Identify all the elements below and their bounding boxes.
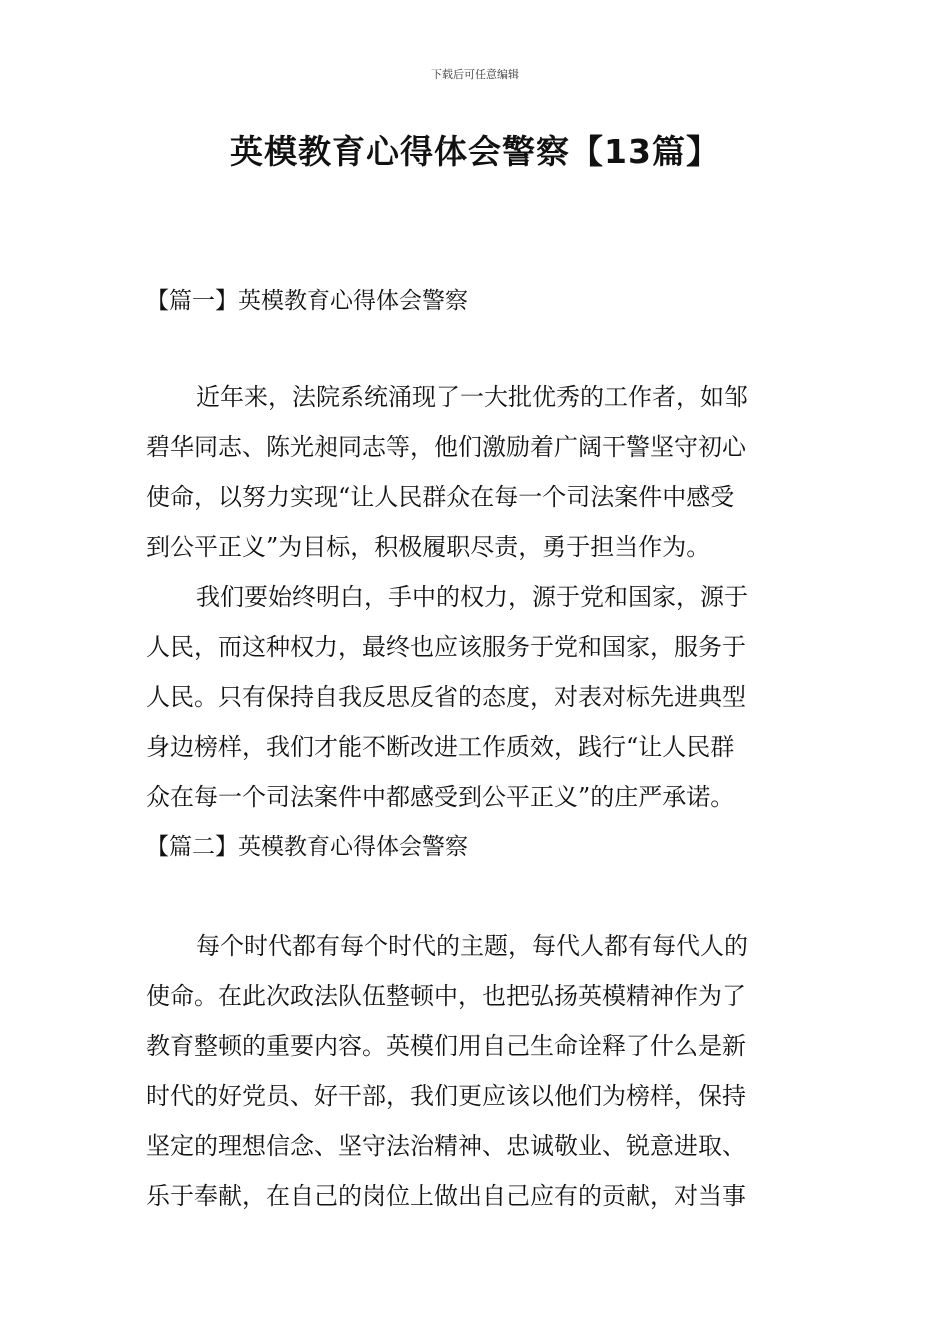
paragraph-line: 众在每一个司法案件中都感受到公平正义”的庄严承诺。 — [146, 783, 735, 811]
paragraph-line: 人民。只有保持自我反思反省的态度，对表对标先进典型 — [146, 683, 746, 711]
paragraph-line: 每个时代都有每个时代的主题，每代人都有每代人的 — [196, 932, 748, 960]
paragraph-line: 教育整顿的重要内容。英模们用自己生命诠释了什么是新 — [146, 1032, 746, 1060]
section-heading-2: 【篇二】英模教育心得体会警察 — [146, 834, 468, 860]
paragraph-line: 我们要始终明白，手中的权力，源于党和国家，源于 — [196, 583, 748, 611]
paragraph-line: 坚定的理想信念、坚守法治精神、忠诚敬业、锐意进取、 — [146, 1132, 746, 1160]
paragraph-line: 到公平正义”为目标，积极履职尽责，勇于担当作为。 — [146, 533, 711, 561]
paragraph-line: 使命，以努力实现“让人民群众在每一个司法案件中感受 — [146, 483, 735, 511]
paragraph-line: 乐于奉献，在自己的岗位上做出自己应有的贡献，对当事 — [146, 1182, 746, 1210]
paragraph-line: 人民，而这种权力，最终也应该服务于党和国家，服务于 — [146, 633, 746, 661]
paragraph-line: 时代的好党员、好干部，我们更应该以他们为榜样，保持 — [146, 1082, 746, 1110]
document-title: 英模教育心得体会警察【13篇】 — [230, 132, 720, 171]
header-note: 下载后可任意编辑 — [431, 68, 519, 81]
paragraph-line: 近年来，法院系统涌现了一大批优秀的工作者，如邹 — [196, 383, 748, 411]
paragraph-line: 身边榜样，我们才能不断改进工作质效，践行“让人民群 — [146, 733, 735, 761]
paragraph-line: 使命。在此次政法队伍整顿中，也把弘扬英模精神作为了 — [146, 982, 746, 1010]
section-heading-1: 【篇一】英模教育心得体会警察 — [146, 288, 468, 314]
paragraph-line: 碧华同志、陈光昶同志等，他们激励着广阔干警坚守初心 — [146, 433, 746, 461]
